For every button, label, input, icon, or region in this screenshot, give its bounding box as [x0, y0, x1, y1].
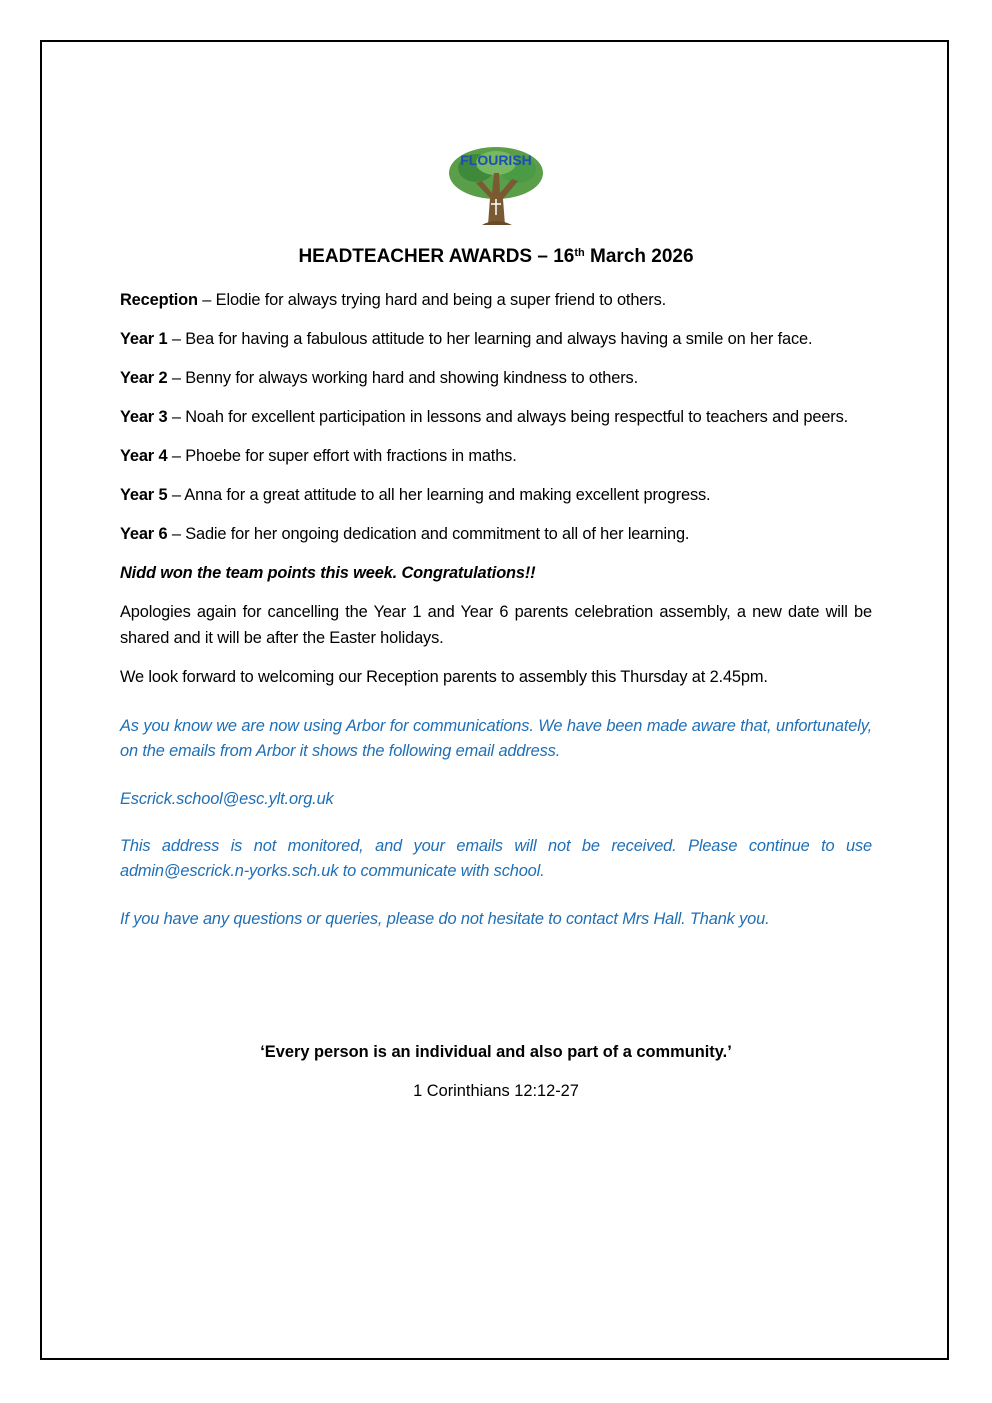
bible-quote: ‘Every person is an individual and also part of a community.’ — [260, 1043, 732, 1061]
award-text: – Noah for excellent participation in lessons and always being respectful to teachers and peers. — [167, 408, 849, 426]
title-superscript: th — [574, 246, 585, 259]
tree-logo-icon — [446, 143, 546, 225]
award-label: Year 4 — [120, 447, 168, 465]
award-year-3 — [120, 404, 872, 430]
flourish-tree-logo — [446, 143, 546, 225]
award-year-2 — [120, 365, 872, 391]
award-reception — [120, 287, 872, 313]
award-year-6 — [120, 521, 872, 547]
arbor-notice: As you know we are now using Arbor for communications. We have been made aware that, unfortunately, on the emails from Arbor it shows the following email address. — [120, 717, 872, 760]
award-label: Year 6 — [120, 525, 168, 543]
title-text: HEADTEACHER AWARDS – 16 — [298, 246, 575, 267]
title-date: March 2026 — [584, 246, 694, 267]
award-year-4 — [120, 443, 872, 469]
apologies-message: Apologies again for cancelling the Year 1 and Year 6 parents celebration assembly, a new date will be shared and it will be after the Easter holidays. — [120, 603, 872, 647]
award-label: Year 2 — [120, 369, 168, 387]
award-label: Year 5 — [120, 486, 168, 504]
not-monitored-notice: This address is not monitored, and your emails will not be received. Please continue to use admin@escrick.n-yorks.sch.uk to communicate with school. — [120, 837, 872, 880]
bible-reference: 1 Corinthians 12:12-27 — [413, 1082, 579, 1100]
award-label: Year 3 — [120, 408, 168, 426]
award-text: – Anna for a great attitude to all her learning and making excellent progress. — [167, 486, 711, 504]
logo-text: FLOURISH — [460, 152, 532, 168]
award-text: – Benny for always working hard and showing kindness to others. — [167, 369, 638, 387]
award-label: Reception — [120, 291, 198, 309]
award-label: Year 1 — [120, 330, 168, 348]
awards-content — [120, 287, 872, 932]
award-year-5 — [120, 482, 872, 508]
reception-assembly-message: We look forward to welcoming our Reception parents to assembly this Thursday at 2.45pm. — [120, 668, 768, 686]
award-year-1 — [120, 326, 872, 352]
page-title — [0, 244, 992, 270]
team-points-message: Nidd won the team points this week. Congratulations!! — [120, 564, 536, 582]
arbor-email-address: Escrick.school@esc.ylt.org.uk — [120, 790, 334, 808]
award-text: – Sadie for her ongoing dedication and commitment to all of her learning. — [167, 525, 690, 543]
questions-notice: If you have any questions or queries, please do not hesitate to contact Mrs Hall. Thank you. — [120, 910, 770, 928]
award-text: – Bea for having a fabulous attitude to her learning and always having a smile on her face. — [167, 330, 813, 348]
award-text: – Elodie for always trying hard and being a super friend to others. — [197, 291, 667, 309]
award-text: – Phoebe for super effort with fractions in maths. — [167, 447, 517, 465]
